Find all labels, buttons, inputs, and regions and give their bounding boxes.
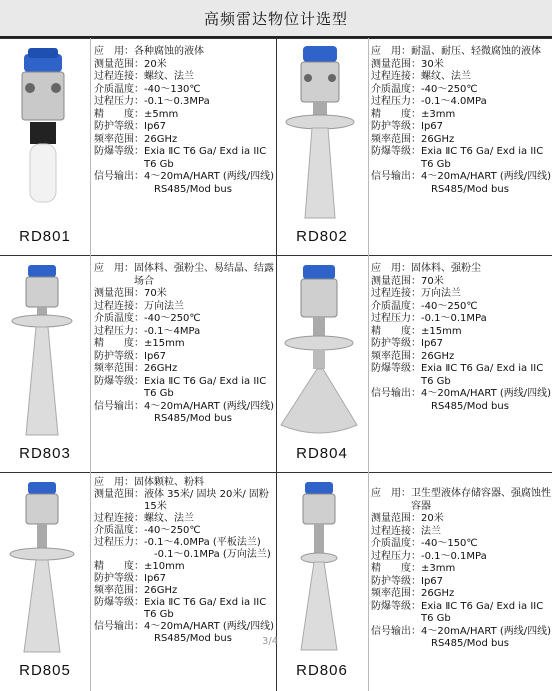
spec-value: -0.1～0.1MPa xyxy=(421,313,487,324)
spec-value: 4～20mA/HART (两线/四线) xyxy=(421,388,552,399)
model-number: RD801 xyxy=(19,228,71,245)
model-number: RD802 xyxy=(296,228,348,245)
spec-label: 信号输出： xyxy=(371,171,421,182)
spec-row xyxy=(94,84,276,97)
spec-value: 4～20mA/HART (两线/四线) xyxy=(144,400,275,412)
spec-label: 频率范围： xyxy=(94,585,144,596)
spec-row xyxy=(94,96,276,109)
rd805-product-image xyxy=(0,474,90,689)
spec-value: Exia ⅡC T6 Ga/ Exd ia IIC T6 Gb xyxy=(421,600,544,624)
spec-label: 精 度： xyxy=(371,108,421,120)
rd801-product-image xyxy=(0,40,90,255)
spec-row xyxy=(371,326,552,339)
spec-value: -40～250℃ xyxy=(144,313,201,324)
product-card-rd805 xyxy=(0,474,279,689)
spec-value: 4～20mA/HART (两线/四线) xyxy=(144,171,275,182)
spec-value: 耐温、耐压、轻微腐蚀的液体 xyxy=(411,46,541,57)
spec-value: 26GHz xyxy=(144,133,178,145)
spec-label: 频率范围： xyxy=(94,133,144,145)
spec-row xyxy=(94,376,276,401)
spec-value: Ip67 xyxy=(144,573,167,584)
spec-label: 过程压力： xyxy=(371,96,421,107)
spec-value: -0.1～4MPa xyxy=(144,325,201,337)
spec-value: ±10mm xyxy=(144,561,185,572)
spec-row xyxy=(94,301,276,314)
spec-row xyxy=(94,489,276,513)
spec-row xyxy=(94,109,276,122)
spec-label: 防护等级： xyxy=(371,338,421,349)
spec-label: 过程压力： xyxy=(94,537,144,548)
spec-value: -40～250℃ xyxy=(421,83,478,95)
spec-label: 过程连接： xyxy=(94,71,144,82)
spec-row xyxy=(94,146,276,171)
spec-label: 防爆等级： xyxy=(371,146,421,157)
spec-value: -40～130℃ xyxy=(144,83,201,95)
spec-value: RS485/Mod bus xyxy=(154,413,232,424)
spec-row xyxy=(94,561,276,573)
spec-label: 防护等级： xyxy=(94,573,144,584)
spec-row xyxy=(371,563,552,576)
spec-label xyxy=(94,184,154,197)
spec-row xyxy=(371,576,552,589)
spec-label: 防护等级： xyxy=(371,575,421,587)
spec-value: 70米 xyxy=(421,275,444,287)
spec-value: 30米 xyxy=(421,58,444,70)
spec-label: 应 用： xyxy=(371,263,411,274)
spec-value: Exia ⅡC T6 Ga/ Exd ia IIC T6 Gb xyxy=(144,597,267,620)
spec-value: Exia ⅡC T6 Ga/ Exd ia IIC T6 Gb xyxy=(421,146,544,170)
spec-value: 固体颗粒、粉料 xyxy=(134,477,204,488)
spec-value: 4～20mA/HART (两线/四线) xyxy=(421,171,552,182)
spec-label: 测量范围： xyxy=(371,275,421,287)
spec-label: 防护等级： xyxy=(371,121,421,132)
spec-row xyxy=(94,621,276,633)
spec-label: 过程连接： xyxy=(371,71,421,82)
spec-label: 防爆等级： xyxy=(371,363,421,374)
spec-value: 26GHz xyxy=(144,363,178,374)
spec-row xyxy=(371,71,552,84)
spec-value: 26GHz xyxy=(421,588,455,599)
spec-row xyxy=(94,71,276,84)
spec-row xyxy=(94,263,276,288)
spec-row xyxy=(371,513,552,526)
spec-row xyxy=(94,513,276,525)
spec-row xyxy=(94,313,276,326)
spec-label: 精 度： xyxy=(94,108,144,120)
spec-row xyxy=(94,413,276,426)
spec-value: Ip67 xyxy=(144,350,167,362)
spec-value: 70米 xyxy=(144,288,167,299)
spec-row xyxy=(94,121,276,134)
spec-list xyxy=(94,477,279,647)
spec-row xyxy=(371,96,552,109)
spec-value: Exia ⅡC T6 Ga/ Exd ia IIC T6 Gb xyxy=(144,375,267,399)
spec-label: 介质温度： xyxy=(371,300,421,312)
spec-label: 过程压力： xyxy=(371,313,421,324)
spec-value: 26GHz xyxy=(421,133,455,145)
spec-value: RS485/Mod bus xyxy=(431,183,509,195)
spec-label: 过程压力： xyxy=(371,550,421,562)
spec-label: 介质温度： xyxy=(94,83,144,95)
spec-label: 测量范围： xyxy=(94,489,144,500)
spec-value: Ip67 xyxy=(421,338,444,349)
spec-value: 螺纹、法兰 xyxy=(421,71,471,82)
model-number: RD806 xyxy=(296,662,348,679)
spec-row xyxy=(94,525,276,537)
spec-label: 介质温度： xyxy=(371,538,421,549)
spec-label xyxy=(371,638,431,651)
spec-label xyxy=(94,633,154,645)
spec-row xyxy=(371,363,552,388)
spec-label: 频率范围： xyxy=(94,363,144,374)
spec-row xyxy=(371,288,552,301)
spec-label: 防爆等级： xyxy=(371,600,421,612)
spec-list xyxy=(371,488,552,651)
spec-row xyxy=(371,301,552,314)
spec-label: 信号输出： xyxy=(94,171,144,182)
rd804-product-image xyxy=(277,257,367,472)
spec-value: 4～20mA/HART (两线/四线) xyxy=(421,625,552,637)
spec-value: RS485/Mod bus xyxy=(154,183,232,195)
spec-value: 26GHz xyxy=(421,350,455,362)
spec-label: 过程压力： xyxy=(94,96,144,107)
spec-row xyxy=(94,338,276,351)
spec-row xyxy=(371,121,552,134)
spec-label: 频率范围： xyxy=(371,588,421,599)
spec-row xyxy=(94,184,276,197)
spec-label: 信号输出： xyxy=(371,625,421,637)
spec-value: 万向法兰 xyxy=(421,288,461,299)
spec-label: 应 用： xyxy=(371,46,411,57)
spec-label: 精 度： xyxy=(371,563,421,574)
spec-label: 防爆等级： xyxy=(94,375,144,387)
spec-row xyxy=(371,601,552,626)
page-title: 高频雷达物位计选型 xyxy=(0,0,552,38)
spec-value: 卫生型液体存储容器、强腐蚀性容器 xyxy=(411,488,551,512)
spec-label: 信号输出： xyxy=(371,388,421,399)
spec-label: 过程连接： xyxy=(371,288,421,299)
spec-list xyxy=(371,46,552,196)
spec-row xyxy=(94,401,276,414)
spec-label xyxy=(371,184,431,197)
spec-value: Ip67 xyxy=(421,575,444,587)
product-card-rd802 xyxy=(277,40,552,255)
spec-label: 过程连接： xyxy=(371,525,421,537)
spec-value: -0.1～0.1MPa xyxy=(421,550,487,562)
model-number: RD804 xyxy=(296,445,348,462)
spec-row xyxy=(94,59,276,72)
product-grid xyxy=(0,38,552,691)
spec-row xyxy=(94,549,276,561)
rd803-product-image xyxy=(0,257,90,472)
spec-row xyxy=(94,351,276,364)
rd802-product-image xyxy=(277,40,367,255)
spec-value: -0.1～4.0MPa (平板法兰) xyxy=(144,537,261,548)
spec-row xyxy=(371,538,552,551)
spec-row xyxy=(94,171,276,184)
spec-row xyxy=(371,109,552,122)
spec-value: RS485/Mod bus xyxy=(154,633,232,644)
spec-row xyxy=(371,338,552,351)
spec-value: ±15mm xyxy=(144,338,185,349)
spec-label: 过程连接： xyxy=(94,513,144,524)
spec-row xyxy=(94,597,276,621)
spec-label: 介质温度： xyxy=(371,83,421,95)
spec-row xyxy=(94,326,276,339)
spec-value: -0.1～0.3MPa xyxy=(144,96,210,107)
spec-value: RS485/Mod bus xyxy=(431,400,509,412)
spec-value: 20米 xyxy=(144,58,167,70)
spec-value: 固体料、强粉尘 xyxy=(411,263,481,274)
spec-row xyxy=(94,46,276,59)
spec-label: 防护等级： xyxy=(94,121,144,132)
spec-row xyxy=(94,477,276,489)
product-card-rd803 xyxy=(0,257,276,472)
product-card-rd806 xyxy=(277,474,552,689)
model-number: RD805 xyxy=(19,662,71,679)
spec-label: 介质温度： xyxy=(94,525,144,536)
spec-value: Exia ⅡC T6 Ga/ Exd ia IIC T6 Gb xyxy=(421,363,544,387)
spec-value: ±5mm xyxy=(144,108,179,120)
spec-list xyxy=(371,263,552,413)
spec-value: 法兰 xyxy=(421,525,441,537)
spec-value: -0.1～0.1MPa (万向法兰) xyxy=(154,549,271,560)
spec-row xyxy=(371,171,552,184)
spec-row xyxy=(371,488,552,513)
spec-value: -0.1～4.0MPa xyxy=(421,96,487,107)
spec-label: 信号输出： xyxy=(94,621,144,632)
spec-value: RS485/Mod bus xyxy=(431,638,509,649)
spec-list xyxy=(94,263,276,426)
spec-label: 防护等级： xyxy=(94,350,144,362)
spec-row xyxy=(371,626,552,639)
spec-label: 防爆等级： xyxy=(94,597,144,608)
spec-value: 螺纹、法兰 xyxy=(144,71,194,82)
spec-value: Ip67 xyxy=(144,121,167,132)
spec-value: ±3mm xyxy=(421,563,456,574)
spec-row xyxy=(371,46,552,59)
spec-label: 精 度： xyxy=(371,325,421,337)
spec-row xyxy=(371,526,552,539)
spec-row xyxy=(371,146,552,171)
spec-row xyxy=(371,276,552,289)
spec-row xyxy=(371,401,552,414)
spec-row xyxy=(371,59,552,72)
spec-list xyxy=(94,46,276,196)
spec-value: Exia ⅡC T6 Ga/ Exd ia IIC T6 Gb xyxy=(144,146,267,170)
spec-label: 测量范围： xyxy=(94,58,144,70)
spec-value: Ip67 xyxy=(421,121,444,132)
spec-label xyxy=(94,413,154,426)
spec-value: 液体 35米/ 固块 20米/ 固粉 15米 xyxy=(144,489,269,512)
spec-label xyxy=(94,549,154,561)
rd806-product-image xyxy=(277,474,367,689)
spec-row xyxy=(371,313,552,326)
spec-value: 26GHz xyxy=(144,585,178,596)
spec-label: 应 用： xyxy=(94,46,134,57)
spec-row xyxy=(371,551,552,564)
spec-row xyxy=(371,388,552,401)
spec-label: 应 用： xyxy=(371,488,411,499)
spec-label: 介质温度： xyxy=(94,313,144,324)
spec-label: 精 度： xyxy=(94,338,144,349)
spec-value: 20米 xyxy=(421,513,444,524)
spec-label xyxy=(371,401,431,414)
spec-row xyxy=(371,134,552,147)
spec-row xyxy=(94,573,276,585)
spec-label: 过程压力： xyxy=(94,325,144,337)
spec-value: 螺纹、法兰 xyxy=(144,513,194,524)
spec-row xyxy=(94,633,279,647)
spec-row xyxy=(371,351,552,364)
spec-label: 防爆等级： xyxy=(94,146,144,157)
spec-value: ±3mm xyxy=(421,108,456,120)
spec-row xyxy=(371,184,552,197)
spec-label: 测量范围： xyxy=(371,513,421,524)
spec-row xyxy=(371,263,552,276)
spec-label: 频率范围： xyxy=(371,133,421,145)
spec-value: ±15mm xyxy=(421,325,462,337)
spec-label: 频率范围： xyxy=(371,350,421,362)
spec-value: 万向法兰 xyxy=(144,300,184,312)
product-card-rd804 xyxy=(277,257,552,472)
page-number: 3/4 xyxy=(262,636,279,647)
spec-value: 固体料、强粉尘、易结晶、结露场合 xyxy=(134,263,274,287)
spec-label: 应 用： xyxy=(94,263,134,274)
spec-row xyxy=(94,537,276,549)
product-card-rd801 xyxy=(0,40,276,255)
spec-label: 过程连接： xyxy=(94,300,144,312)
spec-row xyxy=(94,585,276,597)
spec-row xyxy=(371,84,552,97)
spec-row xyxy=(371,588,552,601)
spec-label: 精 度： xyxy=(94,561,144,572)
spec-row xyxy=(94,134,276,147)
spec-value: -40～250℃ xyxy=(144,525,201,536)
spec-value: -40～250℃ xyxy=(421,300,478,312)
spec-row xyxy=(371,638,552,651)
spec-label: 信号输出： xyxy=(94,400,144,412)
spec-row xyxy=(94,288,276,301)
spec-label: 测量范围： xyxy=(371,58,421,70)
spec-label: 应 用： xyxy=(94,477,134,488)
model-number: RD803 xyxy=(19,445,71,462)
spec-row xyxy=(94,363,276,376)
spec-value: 4～20mA/HART (两线/四线) xyxy=(144,621,275,632)
spec-value: 各种腐蚀的液体 xyxy=(134,46,204,57)
spec-label: 测量范围： xyxy=(94,288,144,299)
spec-value: -40～150℃ xyxy=(421,538,478,549)
